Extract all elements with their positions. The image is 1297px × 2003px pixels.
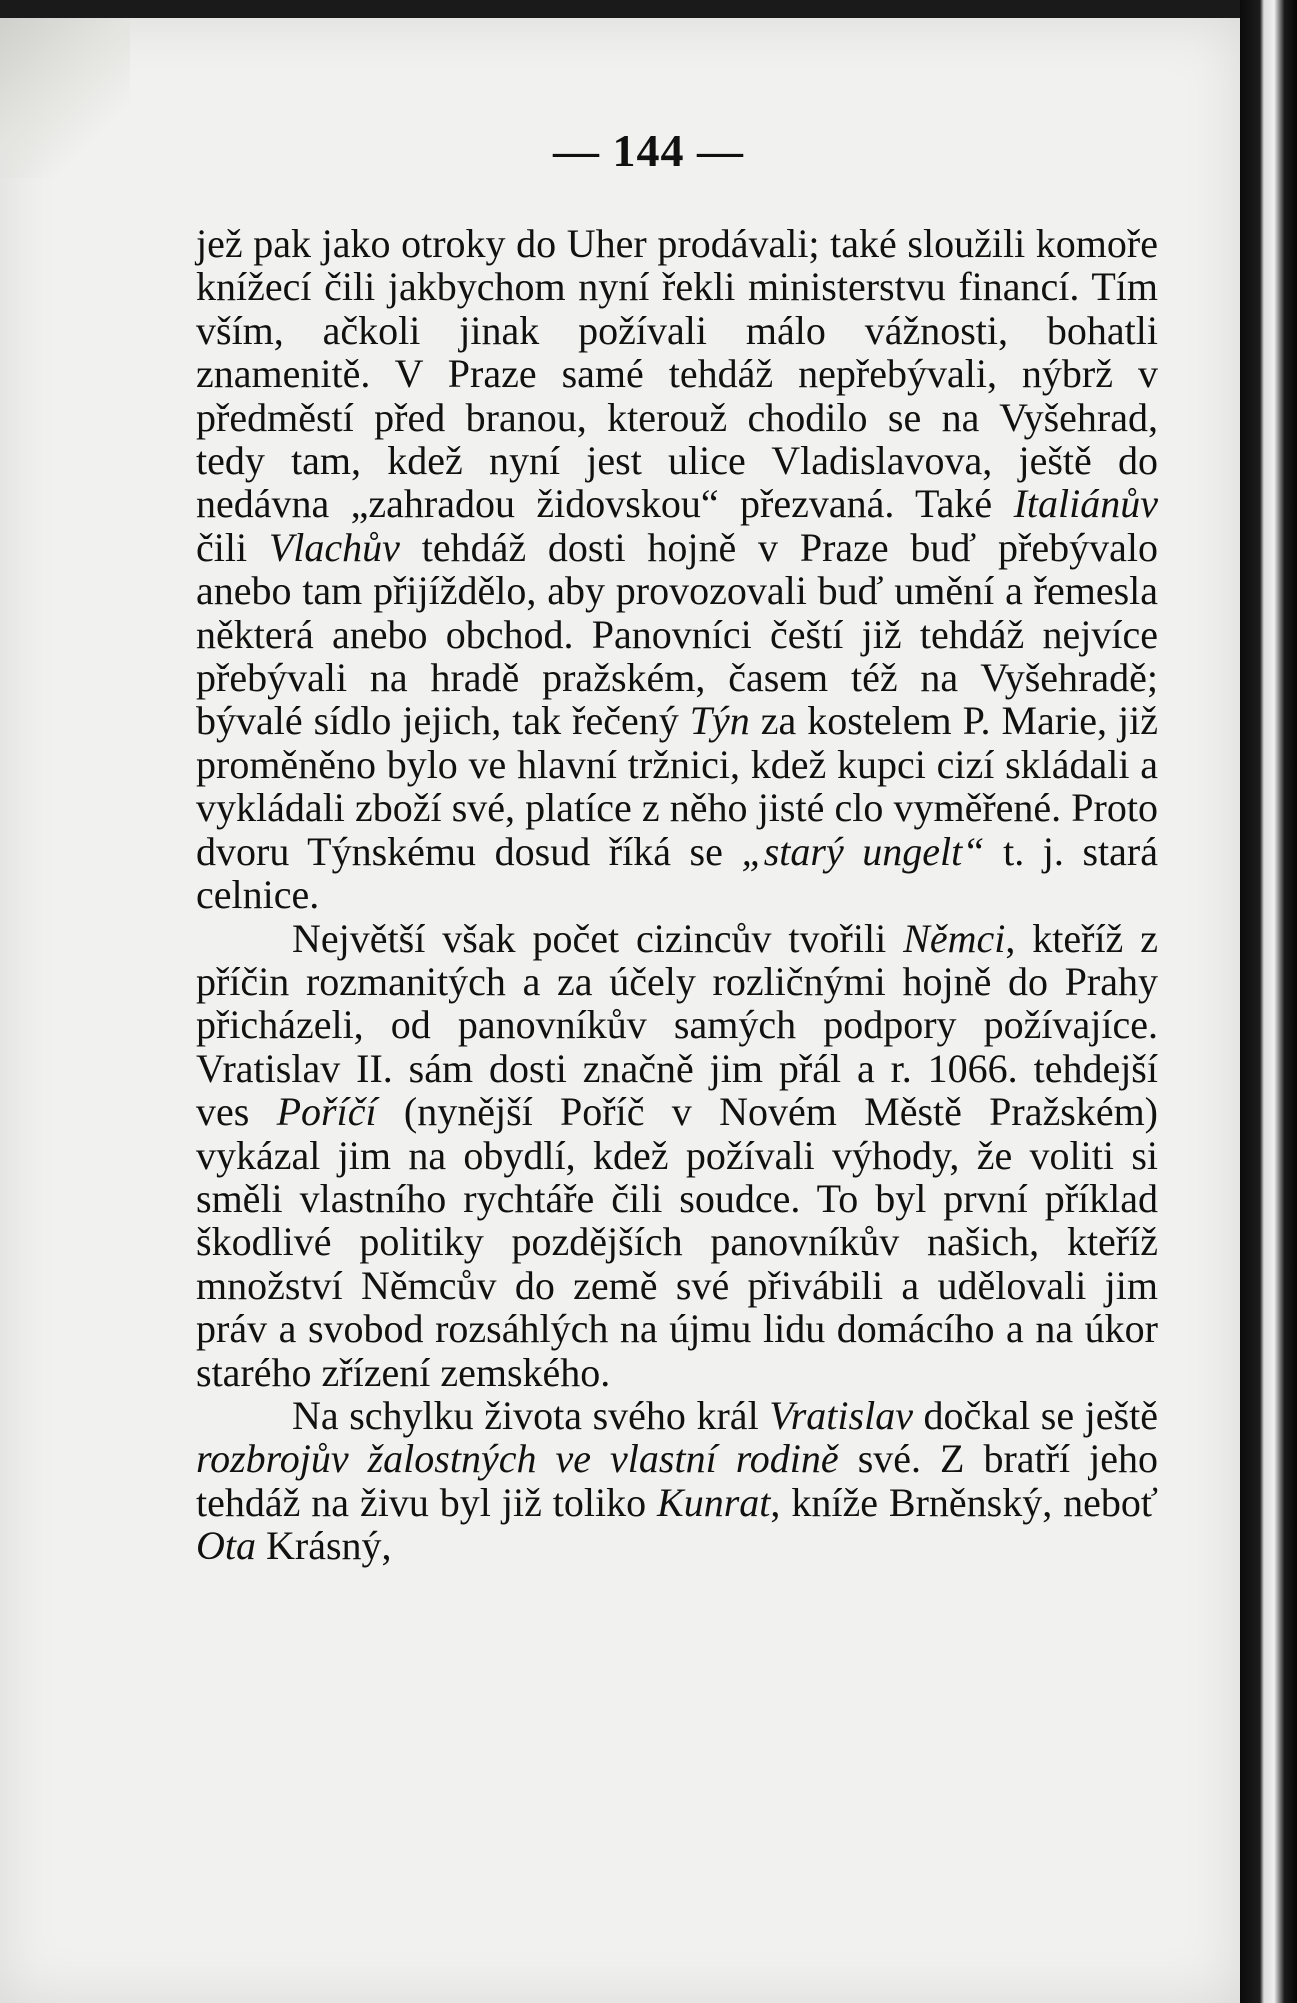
text-run: t. j. stará celnice.: [196, 828, 1158, 918]
text-run: čili: [196, 524, 269, 570]
italic-term: Týn: [689, 698, 750, 744]
text-run: , kteříž z příčin rozmanitých a za účely rozličnými hojně do Prahy přicházeli, od panovníkův samých podpory požívajíce. Vratislav II. sám dosti značně jim přál a r. 1066. tehdejší ves: [196, 915, 1158, 1135]
text-run: své. Z bratří jeho tehdáž na živu byl již toliko: [196, 1436, 1158, 1525]
text-run: jež pak jako otroky do Uher prodávali; také sloužili komoře knížecí čili jakbychom nyní řekli ministerstvu financí. Tím vším, ačkoli jinak požívali málo vážnosti, bohatli znamenitě. V Praze samé tehdáž nepřebývali, nýbrž v předměstí před branou, kterouž chodilo se na Vyšehrad, tedy tam, kdež nyní jest ulice Vladislavova, ještě do nedávna „zahradou židovskou“ přezvaná. Také: [196, 221, 1158, 527]
book-spine-edge: [1240, 0, 1297, 2003]
italic-term: Kunrat: [657, 1479, 771, 1525]
body-text: [196, 222, 1158, 1568]
italic-term: Ota: [196, 1523, 256, 1569]
text-run: Na schylku života svého král: [292, 1392, 770, 1438]
text-run: Krásný,: [256, 1523, 392, 1569]
paragraph-2: [196, 917, 1158, 1394]
italic-term: Vratislav: [769, 1392, 913, 1438]
text-run: , kníže Brněnský, neboť: [770, 1479, 1158, 1525]
text-run: tehdáž dosti hojně v Praze buď přebývalo anebo tam přijíždělo, aby provozovali buď umění a řemesla některá anebo obchod. Panovníci čeští již tehdáž nejvíce přebývali na hradě pražském, časem též na Vyšehradě; bývalé sídlo jejich, tak řečený: [196, 524, 1159, 744]
page-number: — 144 —: [553, 125, 744, 176]
paragraph-3: [196, 1394, 1158, 1568]
text-run: za kostelem P. Marie, již proměněno bylo ve hlavní tržnici, kdež kupci cizí skládali a vykládali zboží své, platíce z něho jisté clo vyměřené. Proto dvoru Týnskému dosud říká se: [196, 698, 1158, 874]
text-run: Největší však počet cizincův tvořili: [292, 915, 904, 961]
italic-term: rozbrojův žalostných ve vlastní rodině: [196, 1436, 839, 1482]
italic-term: Němci: [903, 915, 1006, 961]
paragraph-1: [196, 222, 1158, 917]
italic-term: Vlachův: [268, 524, 400, 570]
text-run: dočkal se ještě: [912, 1392, 1158, 1438]
italic-term: Poříčí: [276, 1089, 377, 1135]
italic-term: „starý ungelt“: [741, 828, 985, 874]
italic-term: Italiánův: [1013, 481, 1158, 527]
text-run: (nynější Poříč v Novém Městě Pražském) vykázal jim na obydlí, kdež požívali výhody, že voliti si směli vlastního rychtáře čili soudce. To byl první příklad škodlivé politiky pozdějších panovníkův našich, kteříž množství Němcův do země své přivábili a udělovali jim práv a svobod rozsáhlých na újmu lidu domácího a na úkor starého zřízení zemského.: [196, 1089, 1159, 1395]
